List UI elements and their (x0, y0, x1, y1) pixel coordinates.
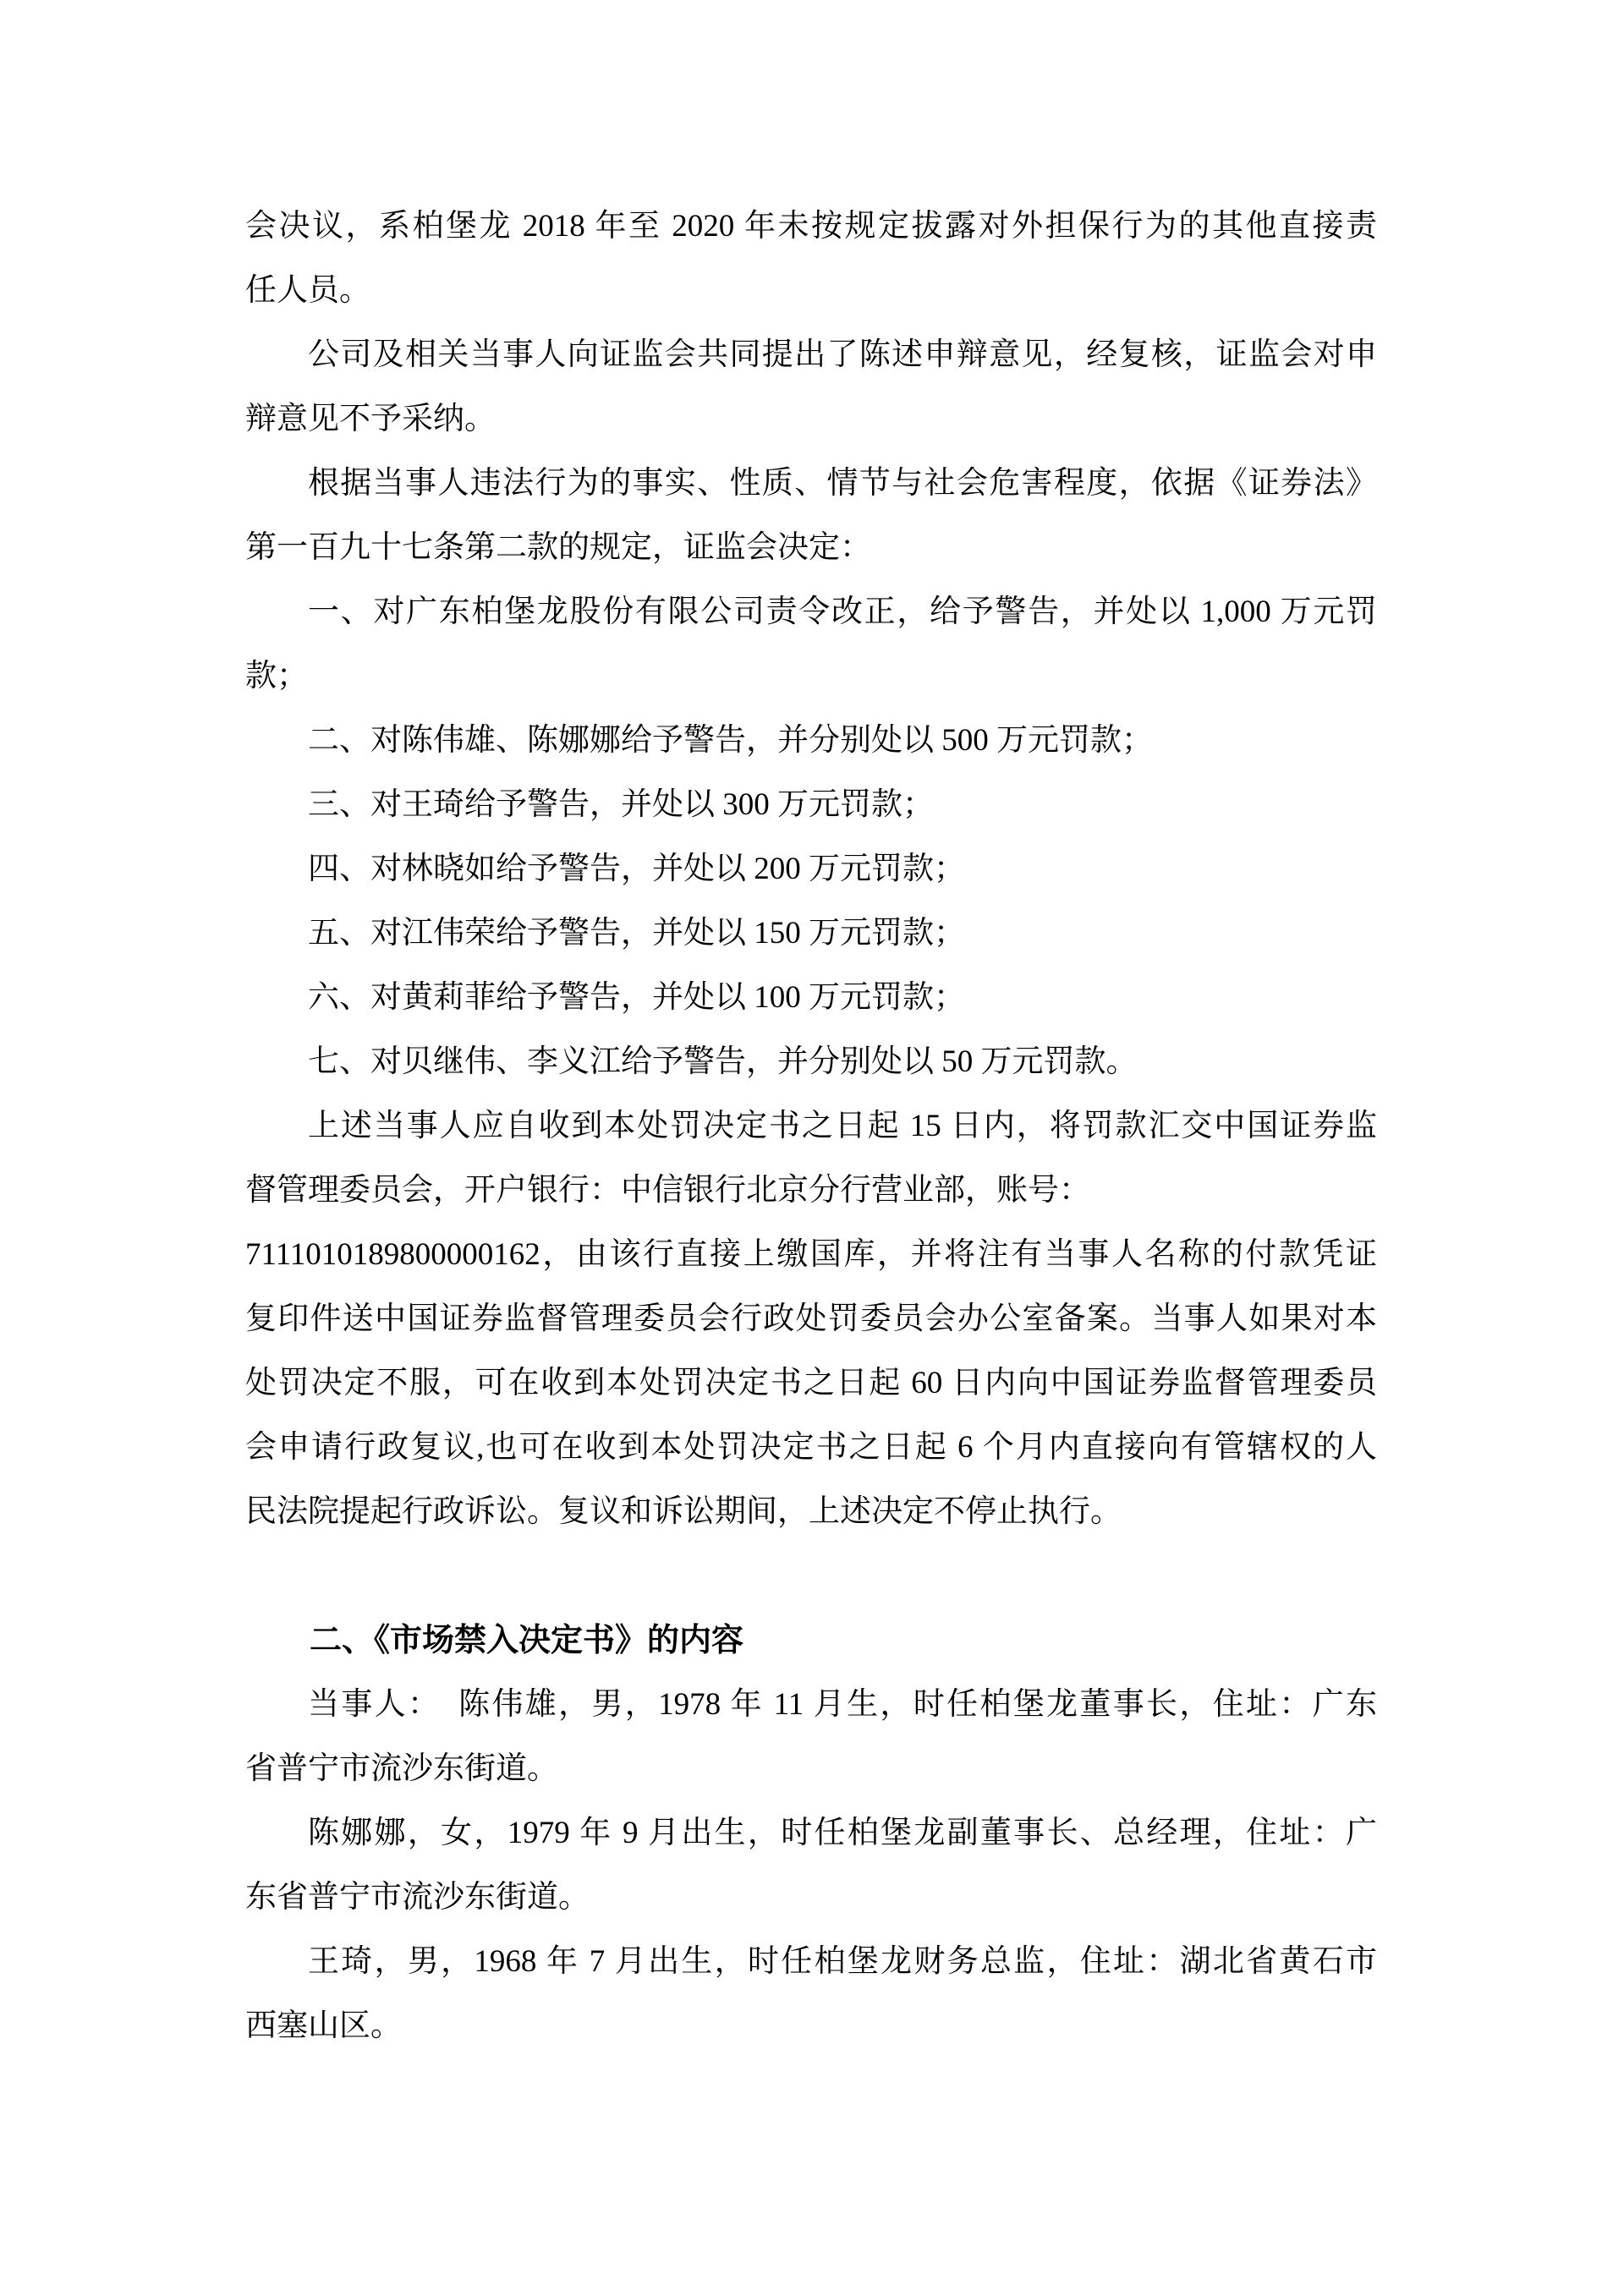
party-chen-nana-line: 陈娜娜，女，1979 年 9 月出生，时任柏堡龙副董事长、总经理，住址：广 (308, 1816, 1377, 1850)
paragraph-responsible-persons-line: 任人员。 (245, 273, 370, 308)
party-wang-qi-line: 王琦，男，1968 年 7 月出生，时任柏堡龙财务总监，住址：湖北省黄石市 (308, 1944, 1377, 1979)
paragraph-payment-instructions-line: 上述当事人应自收到本处罚决定书之日起 15 日内，将罚款汇交中国证券监 (308, 1109, 1377, 1143)
paragraph-payment-instructions-line: 7111010189800000162，由该行直接上缴国库，并将注有当事人名称的付款凭证 (245, 1237, 1377, 1272)
penalty-item-1-line: 款； (245, 659, 308, 693)
penalty-item-6: 六、对黄莉菲给予警告，并处以 100 万元罚款； (308, 980, 965, 1015)
paragraph-payment-instructions-line: 民法院提起行政诉讼。复议和诉讼期间，上述决定不停止执行。 (245, 1494, 1122, 1529)
paragraph-legal-basis-line: 第一百九十七条第二款的规定，证监会决定： (245, 530, 871, 565)
paragraph-payment-instructions-line: 处罚决定不服，可在收到本处罚决定书之日起 60 日内向中国证券监督管理委员 (245, 1366, 1377, 1400)
paragraph-defense-rejection-line: 辩意见不予采纳。 (245, 402, 496, 436)
paragraph-legal-basis-line: 根据当事人违法行为的事实、性质、情节与社会危害程度，依据《证券法》 (308, 466, 1377, 501)
penalty-item-3: 三、对王琦给予警告，并处以 300 万元罚款； (308, 787, 934, 822)
paragraph-payment-instructions-line: 会申请行政复议,也可在收到本处罚决定书之日起 6 个月内直接向有管辖权的人 (245, 1430, 1377, 1465)
party-chen-weixiong-line: 当事人： 陈伟雄，男，1978 年 11 月生，时任柏堡龙董事长，住址：广东 (308, 1687, 1377, 1722)
penalty-item-1-line: 一、对广东柏堡龙股份有限公司责令改正，给予警告，并处以 1,000 万元罚 (308, 595, 1377, 629)
paragraph-payment-instructions-line: 督管理委员会，开户银行：中信银行北京分行营业部，账号： (245, 1173, 1090, 1208)
section-2-heading: 二、《市场禁入决定书》的内容 (310, 1623, 744, 1658)
party-chen-weixiong-line: 省普宁市流沙东街道。 (245, 1751, 558, 1786)
paragraph-responsible-persons-line: 会决议，系柏堡龙 2018 年至 2020 年未按规定拔露对外担保行为的其他直接责 (245, 209, 1377, 244)
penalty-item-4: 四、对林晓如给予警告，并处以 200 万元罚款； (308, 852, 965, 886)
penalty-item-5: 五、对江伟荣给予警告，并处以 150 万元罚款； (308, 916, 965, 951)
penalty-item-2: 二、对陈伟雄、陈娜娜给予警告，并分别处以 500 万元罚款； (308, 723, 1153, 758)
party-wang-qi-line: 西塞山区。 (245, 2008, 402, 2043)
paragraph-payment-instructions-line: 复印件送中国证券监督管理委员会行政处罚委员会办公室备案。当事人如果对本 (245, 1301, 1377, 1336)
party-chen-nana-line: 东省普宁市流沙东街道。 (245, 1880, 590, 1915)
penalty-item-7: 七、对贝继伟、李义江给予警告，并分别处以 50 万元罚款。 (308, 1044, 1138, 1079)
paragraph-defense-rejection-line: 公司及相关当事人向证监会共同提出了陈述申辩意见，经复核，证监会对申 (308, 337, 1377, 372)
document-text-block (245, 195, 1377, 2058)
